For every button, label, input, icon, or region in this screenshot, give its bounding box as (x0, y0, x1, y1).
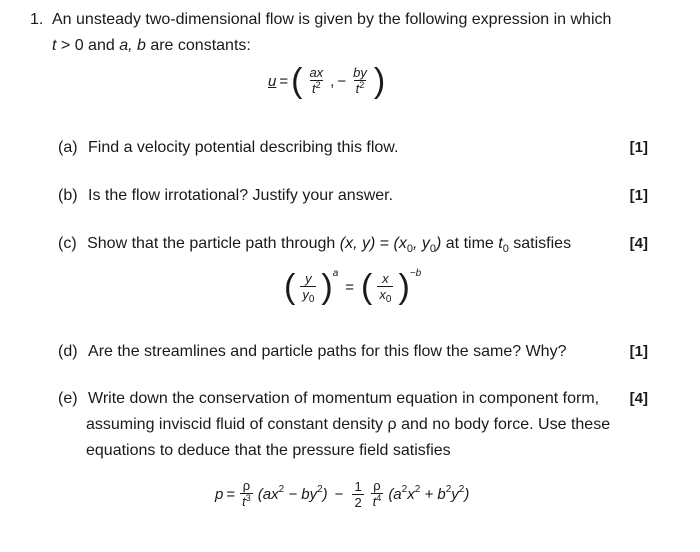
velocity-equation (268, 64, 385, 98)
path-x: x (382, 270, 389, 286)
part-e-text1: Write down the conservation of momentum equation in component form, (88, 390, 600, 407)
part-a-label: (a) (58, 139, 78, 156)
velocity-comp1 (307, 65, 325, 98)
part-c-text: Show that the particle path through (87, 235, 336, 252)
pressure-frac2 (371, 478, 384, 511)
part-c-at-time: at time (445, 235, 494, 252)
half-den: 2 (354, 495, 362, 510)
part-e-line1 (58, 390, 599, 408)
part-e-mark: [4] (629, 390, 648, 407)
part-c-t0: $t_0$ (498, 235, 509, 255)
path-y: y (305, 270, 312, 286)
path-exp-a: a (332, 267, 339, 279)
path-open1: ( (284, 268, 296, 306)
part-b (58, 187, 393, 205)
part-d-mark: [1] (629, 343, 648, 360)
velocity-comp2 (351, 65, 369, 98)
part-e-label: (e) (58, 390, 78, 407)
half-num: 1 (354, 479, 362, 494)
path-y0: $y_0$ (302, 286, 315, 305)
part-b-text: Is the flow irrotational? Justify your answer. (88, 187, 394, 204)
part-b-mark: [1] (629, 187, 648, 204)
path-frac-y (300, 271, 316, 304)
velocity-equals: = (279, 72, 289, 90)
velocity-lhs: u (268, 72, 277, 90)
question-intro-line2 (52, 37, 251, 55)
intro-ab: a, b (119, 37, 146, 54)
part-e-line2 (86, 416, 610, 434)
part-c-xy: (x, y) (339, 235, 376, 252)
pressure-equation (215, 478, 469, 511)
close-paren: ) (373, 62, 386, 100)
velocity-comma: , (330, 72, 335, 90)
part-c-mark: [4] (629, 235, 648, 252)
part-a-text: Find a velocity potential describing this flow. (88, 139, 399, 156)
part-d-text: Are the streamlines and particle paths for this flow the same? Why? (88, 343, 567, 360)
part-e-line3: equations to deduce that the pressure field satisfies (86, 442, 451, 459)
path-equation (284, 267, 422, 306)
pressure-term1: $(ax^2 - by^2)$ (257, 484, 328, 503)
comp1-den: $t^2$ (311, 79, 321, 96)
comp2-den: $t^2$ (355, 79, 365, 96)
pressure-frac-half (352, 479, 363, 510)
part-c-satisfies: satisfies (513, 235, 572, 252)
pressure-term2: $(a^2x^2 + b^2y^2)$ (388, 484, 470, 503)
part-a-mark: [1] (629, 139, 648, 156)
part-e-line2-post: and no body force. Use these (401, 416, 611, 433)
question-intro-line1: An unsteady two-dimensional flow is given by the following expression in which (52, 11, 612, 28)
part-c-x0y0: ($x_0$, $y_0$) (393, 235, 442, 255)
part-e-rho: ρ (387, 416, 397, 433)
pressure-frac1-den: $t^3$ (242, 493, 251, 509)
intro-t: t (52, 37, 57, 54)
path-x0: $x_0$ (379, 286, 392, 305)
path-close1: ) (321, 268, 333, 306)
pressure-equals: = (226, 486, 236, 503)
comp2-num: by (353, 64, 367, 80)
part-a (58, 139, 398, 157)
part-c-eq: = (379, 235, 390, 252)
path-equals: = (345, 278, 355, 296)
velocity-minus: − (337, 72, 347, 90)
intro-tail: are constants: (150, 37, 251, 54)
part-d-label: (d) (58, 343, 78, 360)
pressure-frac2-den: $t^4$ (372, 493, 382, 509)
path-open2: ( (361, 268, 373, 306)
part-c (58, 235, 571, 253)
part-c-label: (c) (58, 235, 77, 252)
open-paren: ( (291, 62, 303, 100)
path-exp-b: −b (409, 267, 422, 279)
part-d (58, 343, 566, 361)
intro-gt: > 0 and (60, 37, 115, 54)
part-b-label: (b) (58, 187, 78, 204)
comp1-num: ax (309, 64, 324, 80)
path-close2: ) (398, 268, 410, 306)
pressure-frac2-num: ρ (373, 478, 381, 493)
pressure-minus: − (334, 486, 344, 503)
path-frac-x (377, 271, 393, 304)
pressure-frac1 (240, 478, 253, 511)
pressure-frac1-num: ρ (242, 478, 251, 493)
pressure-p: p (215, 486, 224, 503)
question-number: 1. (30, 11, 44, 28)
part-e-line2-pre: assuming inviscid fluid of constant density (86, 416, 384, 433)
